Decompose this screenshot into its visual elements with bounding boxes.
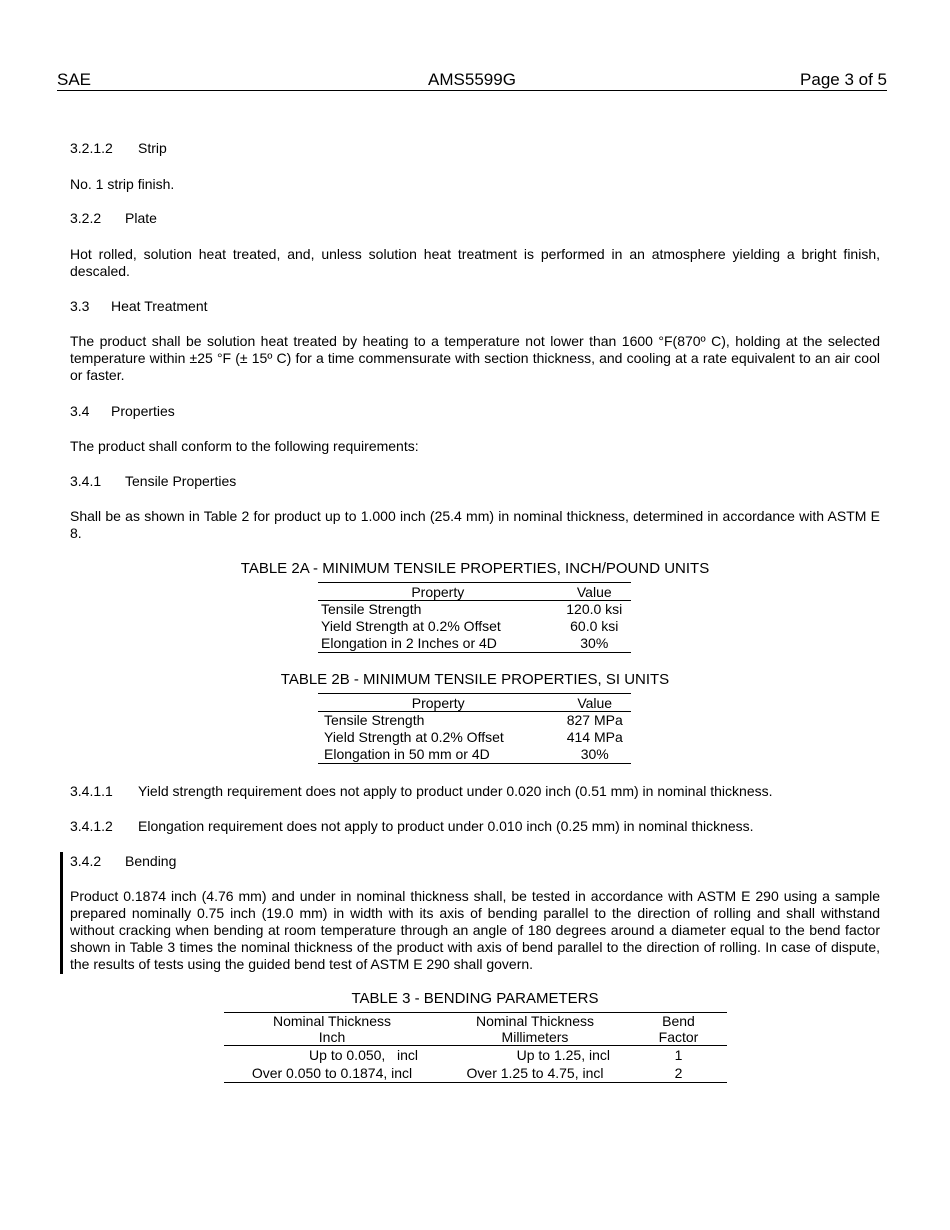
- table-row: [318, 729, 631, 746]
- section-number: 3.4.1: [70, 473, 102, 489]
- cell-value: 60.0 ksi: [570, 618, 619, 634]
- header-value: Value: [558, 583, 631, 601]
- header-thickness-inch: Nominal Thickness: [224, 1013, 440, 1030]
- section-number: 3.4.2: [70, 853, 102, 869]
- header-page-number: Page 3 of 5: [800, 70, 887, 89]
- paragraph-properties: The product shall conform to the following requirements:: [70, 438, 419, 454]
- section-number: 3.4.1.1: [70, 783, 113, 799]
- cell-thickness-mm: Up to 1.25, incl: [516, 1047, 610, 1063]
- cell-thickness-inch: Up to 0.050, incl: [309, 1047, 418, 1063]
- header-value: Value: [558, 694, 631, 712]
- section-number: 3.4.1.2: [70, 818, 113, 834]
- header-org: SAE: [57, 70, 92, 89]
- cell-value: 30%: [558, 635, 631, 653]
- paragraph-tensile-properties: Shall be as shown in Table 2 for product up to 1.000 inch (25.4 mm) in nominal thickness, determined in accordance with ASTM E 8.: [70, 508, 880, 541]
- section-number: 3.2.2: [70, 210, 102, 226]
- page-header: [57, 70, 887, 91]
- section-number: 3.3: [70, 298, 90, 314]
- paragraph-3-4-1-2: [70, 818, 880, 835]
- table-header-row: [318, 694, 631, 712]
- table-row: [318, 601, 631, 619]
- table-row: [318, 712, 631, 730]
- section-heading-3-4-2: [70, 853, 880, 870]
- paragraph-text: Yield strength requirement does not apply to product under 0.020 inch (0.51 mm) in nominal thickness.: [138, 783, 773, 799]
- section-heading-3-4: [70, 403, 880, 420]
- section-title: Properties: [111, 403, 175, 419]
- table-3: [224, 1012, 727, 1083]
- table-row: [318, 635, 631, 653]
- table-header-row: [318, 583, 631, 601]
- cell-thickness-inch: Over 0.050 to 0.1874, incl: [224, 1064, 440, 1083]
- header-mm-unit: Millimeters: [440, 1029, 630, 1046]
- cell-thickness-mm: Over 1.25 to 4.75, incl: [440, 1064, 630, 1083]
- table-row: [224, 1064, 727, 1083]
- paragraph-3-4-1-1: [70, 783, 880, 800]
- section-title: Plate: [125, 210, 157, 226]
- paragraph-plate: Hot rolled, solution heat treated, and, unless solution heat treatment is performed in an atmosphere yielding a bright finish, descaled.: [70, 246, 880, 279]
- paragraph-heat-treatment: The product shall be solution heat treated by heating to a temperature not lower than 1600 °F(870º C), holding at the selected temperature within ±25 °F (± 15º C) for a time commensurate with section thickness, and cooling at a rate equivalent to an air cool or faster.: [70, 333, 880, 383]
- cell-value: 120.0 ksi: [566, 601, 623, 617]
- cell-bend-factor: 2: [630, 1064, 727, 1083]
- header-doc-id: AMS5599G: [428, 70, 516, 89]
- section-title: Heat Treatment: [111, 298, 208, 314]
- table-2a-title: TABLE 2A - MINIMUM TENSILE PROPERTIES, INCH/POUND UNITS: [240, 560, 710, 577]
- paragraph-bending: Product 0.1874 inch (4.76 mm) and under in nominal thickness shall, be tested in accordance with ASTM E 290 using a sample prepared nominally 0.75 inch (19.0 mm) in width with its axis of bending parallel to the direction of rolling and shall withstand without cracking when bending at room temperature through an angle of 180 degrees around a diameter equal to the bend factor shown in Table 3 times the nominal thickness of the product with axis of bend parallel to the direction of rolling. In case of dispute, the results of tests using the guided bend test of ASTM E 290 shall govern.: [70, 888, 880, 972]
- section-number: 3.4: [70, 403, 90, 419]
- section-title: Strip: [138, 140, 167, 156]
- cell-value: 30%: [558, 746, 631, 764]
- section-heading-3-2-1-2: [70, 140, 880, 157]
- table-header-row: [224, 1013, 727, 1030]
- table-header-row: [224, 1029, 727, 1046]
- table-2b: [318, 693, 631, 764]
- cell-value: 414 MPa: [566, 729, 623, 745]
- cell-property: Elongation in 2 Inches or 4D: [318, 635, 558, 653]
- cell-value: 827 MPa: [566, 712, 623, 728]
- section-heading-3-4-1: [70, 473, 880, 490]
- cell-property: Yield Strength at 0.2% Offset: [321, 618, 501, 634]
- header-property: Property: [318, 694, 558, 712]
- cell-bend-factor: 1: [674, 1047, 683, 1063]
- table-2a: [318, 582, 631, 653]
- section-heading-3-3: [70, 298, 880, 315]
- table-row: [224, 1046, 727, 1065]
- cell-property: Yield Strength at 0.2% Offset: [324, 729, 504, 745]
- revision-change-bar: [60, 852, 63, 974]
- section-title: Bending: [125, 853, 177, 869]
- paragraph-strip: No. 1 strip finish.: [70, 176, 175, 192]
- table-2b-title: TABLE 2B - MINIMUM TENSILE PROPERTIES, SI UNITS: [280, 671, 670, 688]
- header-thickness-mm: Nominal Thickness: [440, 1013, 630, 1030]
- table-3-title: TABLE 3 - BENDING PARAMETERS: [351, 990, 599, 1007]
- header-property: Property: [318, 583, 558, 601]
- section-heading-3-2-2: [70, 210, 880, 227]
- cell-property: Tensile Strength: [324, 712, 425, 728]
- cell-property: Elongation in 50 mm or 4D: [318, 746, 558, 764]
- table-row: [318, 746, 631, 764]
- cell-property: Tensile Strength: [321, 601, 422, 617]
- header-inch-unit: Inch: [224, 1029, 440, 1046]
- section-title: Tensile Properties: [125, 473, 237, 489]
- table-row: [318, 618, 631, 635]
- section-number: 3.2.1.2: [70, 140, 113, 156]
- header-bend: Bend: [630, 1013, 727, 1030]
- paragraph-text: Elongation requirement does not apply to product under 0.010 inch (0.25 mm) in nominal thickness.: [138, 818, 754, 834]
- header-factor: Factor: [630, 1029, 727, 1046]
